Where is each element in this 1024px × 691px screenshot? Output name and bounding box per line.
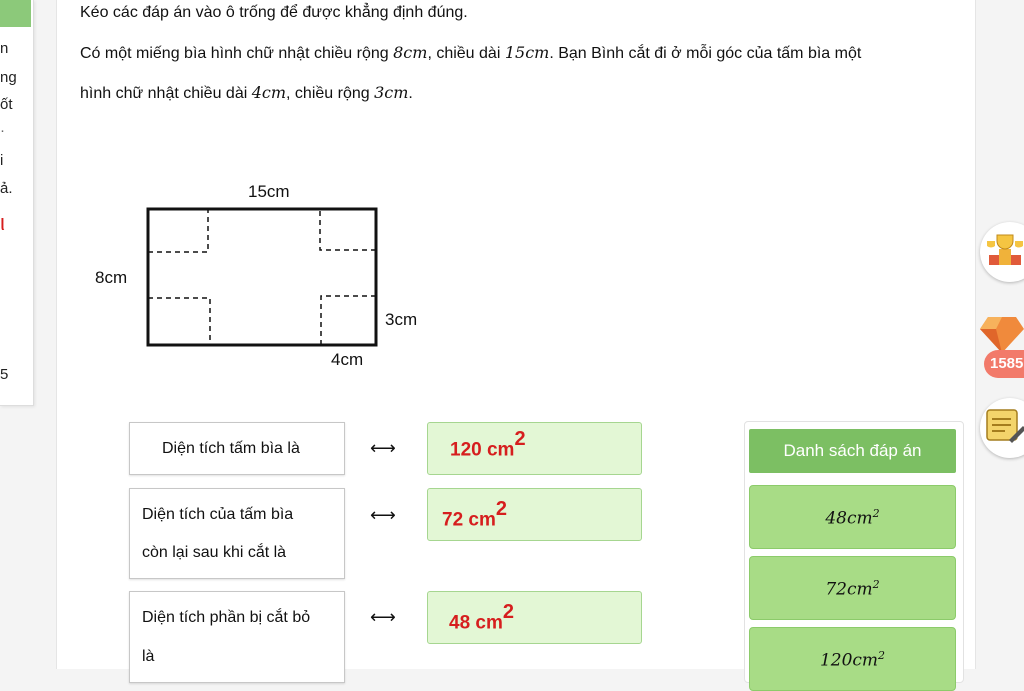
text-segment: , chiều dài [427,45,505,62]
answer-slot-1[interactable] [427,422,642,475]
placed-answer[interactable] [442,498,507,531]
chip-exponent: 2 [872,507,880,520]
gem-count-badge [984,350,1024,378]
label-cut-width: 3cm [385,310,418,329]
answer-chip[interactable] [749,556,956,620]
answer-slot-2[interactable] [427,488,642,541]
answer-value: 48 cm [449,612,503,634]
corner-cut-bottom-right [321,296,376,345]
label-length-top: 15cm [248,182,290,201]
chip-exponent: 2 [872,578,880,591]
math-value: 8cm [393,43,428,62]
text-segment: hình chữ nhật chiều dài [80,85,252,102]
leaderboard-button[interactable] [980,222,1024,282]
text-segment: . [408,85,413,102]
placed-answer[interactable] [450,428,526,461]
answer-exponent: 2 [495,498,507,520]
cardboard-rectangle [148,209,376,345]
text-segment: , chiều rộng [286,85,375,102]
answer-value: 120 cm [450,439,515,461]
gem-icon [980,313,1024,353]
math-value: 3cm [374,83,409,102]
match-arrow-icon: ⟷ [370,505,396,525]
chip-value: 72cm [825,579,873,600]
text-segment: Có một miếng bìa hình chữ nhật chiều rộng [80,45,394,62]
label-width-left: 8cm [95,268,128,287]
answer-value: 72 cm [442,509,496,531]
answer-chip[interactable] [749,485,956,549]
match-arrow-icon: ⟷ [370,438,396,458]
statement-text: là [142,648,155,665]
question-instruction: Kéo các đáp án vào ô trống để được khẳng định đúng. [80,4,468,21]
statement-text: Diện tích của tấm bìa [142,506,294,523]
match-arrow-icon: ⟷ [370,607,396,627]
chip-value: 120cm [819,650,879,671]
answer-list-title: Danh sách đáp án [749,429,956,473]
statement-text: còn lại sau khi cắt là [142,544,287,561]
notes-button[interactable] [980,398,1024,458]
sidebar-fragment: ốt [0,96,13,113]
text-segment: . Bạn Bình cắt đi ở mỗi góc của tấm bìa một [549,45,862,62]
label-cut-length: 4cm [331,350,364,369]
answer-chip[interactable] [749,627,956,691]
sidebar-fragment: ả. [0,180,13,197]
sidebar-red-mark: ι [0,210,5,235]
sidebar-fragment: 5 [0,366,9,383]
sidebar-fragment: n [0,40,9,57]
chip-value: 48cm [825,508,873,529]
rectangle-diagram [90,180,440,375]
scroll-icon [983,404,1024,448]
left-sidebar-panel [0,0,34,406]
question-text-line-1 [80,43,861,63]
sidebar-fragment: · [0,122,5,139]
math-value: 15cm [504,43,550,62]
corner-cut-top-right [320,209,376,250]
sidebar-fragment: i [0,152,4,169]
statement-box-1 [129,422,345,475]
statement-text: Diện tích phần bị cắt bỏ [142,609,311,626]
placed-answer[interactable] [449,601,514,634]
sidebar-active-tab[interactable] [0,0,31,27]
trophy-icon [983,229,1024,273]
answer-slot-3[interactable] [427,591,642,644]
answer-exponent: 2 [514,428,526,450]
answer-exponent: 2 [502,601,514,623]
corner-cut-top-left [148,209,208,252]
chip-exponent: 2 [878,649,886,662]
statement-box-2 [129,488,345,579]
gem-count: 1585 [990,355,1024,372]
statement-box-3 [129,591,345,683]
statement-text: Diện tích tấm bìa là [162,440,300,457]
corner-cut-bottom-left [148,298,210,345]
gem-counter-button[interactable] [980,308,1024,372]
math-value: 4cm [251,83,287,102]
sidebar-fragment: ng [0,69,17,86]
question-text-line-2 [80,83,413,103]
